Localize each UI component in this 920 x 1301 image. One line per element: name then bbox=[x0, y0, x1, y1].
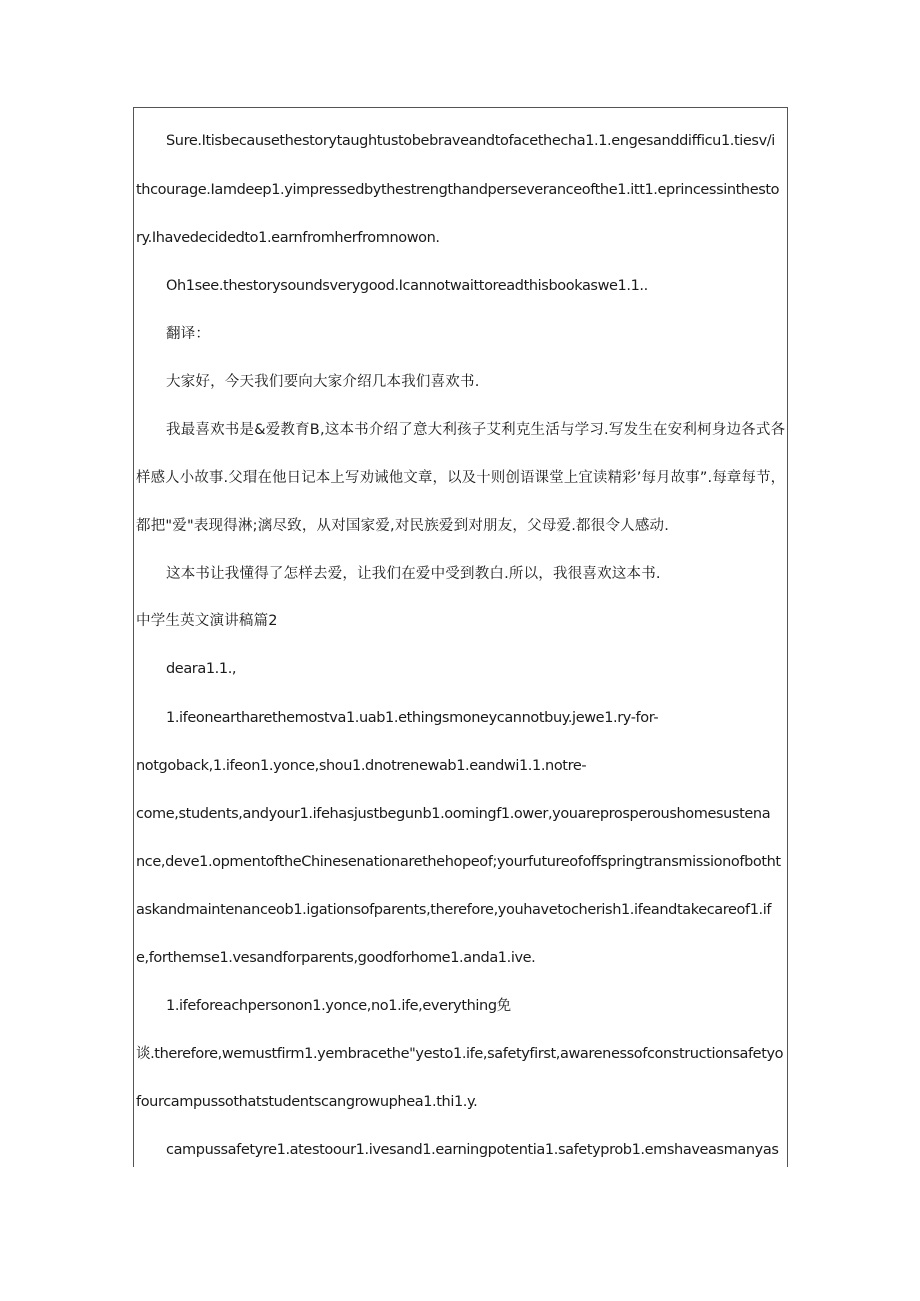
text-line: 1.ifeoneartharethemostva1.uab1.ethingsmoneycannotbuy.jewe1.ry-for- bbox=[166, 710, 659, 726]
section-heading: 中学生英文演讲稿篇2 bbox=[136, 613, 278, 629]
text-line: 我最喜欢书是&爱教育B,这本书介绍了意大利孩子艾利克生活与学习.写发生在安利柯身边各式各 bbox=[166, 422, 786, 438]
text-line: Sure.Itisbecausethestorytaughtustobebraveandtofacethecha1.1.engesanddifficu1.tiesv/i bbox=[166, 133, 775, 149]
text-line: 大家好，今天我们要向大家介绍几本我们喜欢书. bbox=[166, 374, 480, 390]
text-line: 谈.therefore,wemustfirm1.yembracethe"yesto1.ife,safetyfirst,awarenessofconstructionsafetyo bbox=[136, 1046, 784, 1062]
text-line: fourcampussothatstudentscangrowuphea1.thi1.y. bbox=[136, 1094, 478, 1110]
text-line: e,forthemse1.vesandforparents,goodforhome1.anda1.ive. bbox=[136, 950, 536, 966]
section-label: 翻译： bbox=[166, 326, 211, 342]
text-line: 样感人小故事.父瑁在他日记本上写劝诫他文章，以及十则创语课堂上宜读精彩’每月故事”.每章每节， bbox=[136, 470, 786, 486]
text-line: 1.ifeforeachpersonon1.yonce,no1.ife,everything免 bbox=[166, 998, 511, 1014]
text-line: deara1.1., bbox=[166, 661, 237, 677]
document-frame bbox=[133, 107, 788, 1167]
text-line: Oh1see.thestorysoundsverygood.Icannotwaittoreadthisbookaswe1.1.. bbox=[166, 278, 648, 294]
text-line: 都把"爱"表现得淋;漓尽致，从对国家爱,对民族爱到对朋友，父母爱.都很令人感动. bbox=[136, 518, 670, 534]
text-line: notgoback,1.ifeon1.yonce,shou1.dnotrenewab1.eandwi1.1.notre- bbox=[136, 758, 587, 774]
text-line: campussafetyre1.atestoour1.ivesand1.earningpotentia1.safetyprob1.emshaveasmanyas bbox=[166, 1142, 779, 1158]
text-line: 这本书让我懂得了怎样去爱，让我们在爱中受到教白.所以，我很喜欢这本书. bbox=[166, 566, 661, 582]
text-line: nce,deve1.opmentoftheChinesenationarethehopeof;yourfutureofoffspringtransmissionofbotht bbox=[136, 854, 781, 870]
text-line: come,students,andyour1.ifehasjustbegunb1.oomingf1.ower,youareprosperoushomesustena bbox=[136, 806, 771, 822]
text-line: ry.Ihavedecidedto1.earnfromherfromnowon. bbox=[136, 230, 440, 246]
text-line: askandmaintenanceob1.igationsofparents,therefore,youhavetocherish1.ifeandtakecareof1.if bbox=[136, 902, 772, 918]
text-line: thcourage.Iamdeep1.yimpressedbythestrengthandperseveranceofthe1.itt1.eprincessinthesto bbox=[136, 182, 780, 198]
